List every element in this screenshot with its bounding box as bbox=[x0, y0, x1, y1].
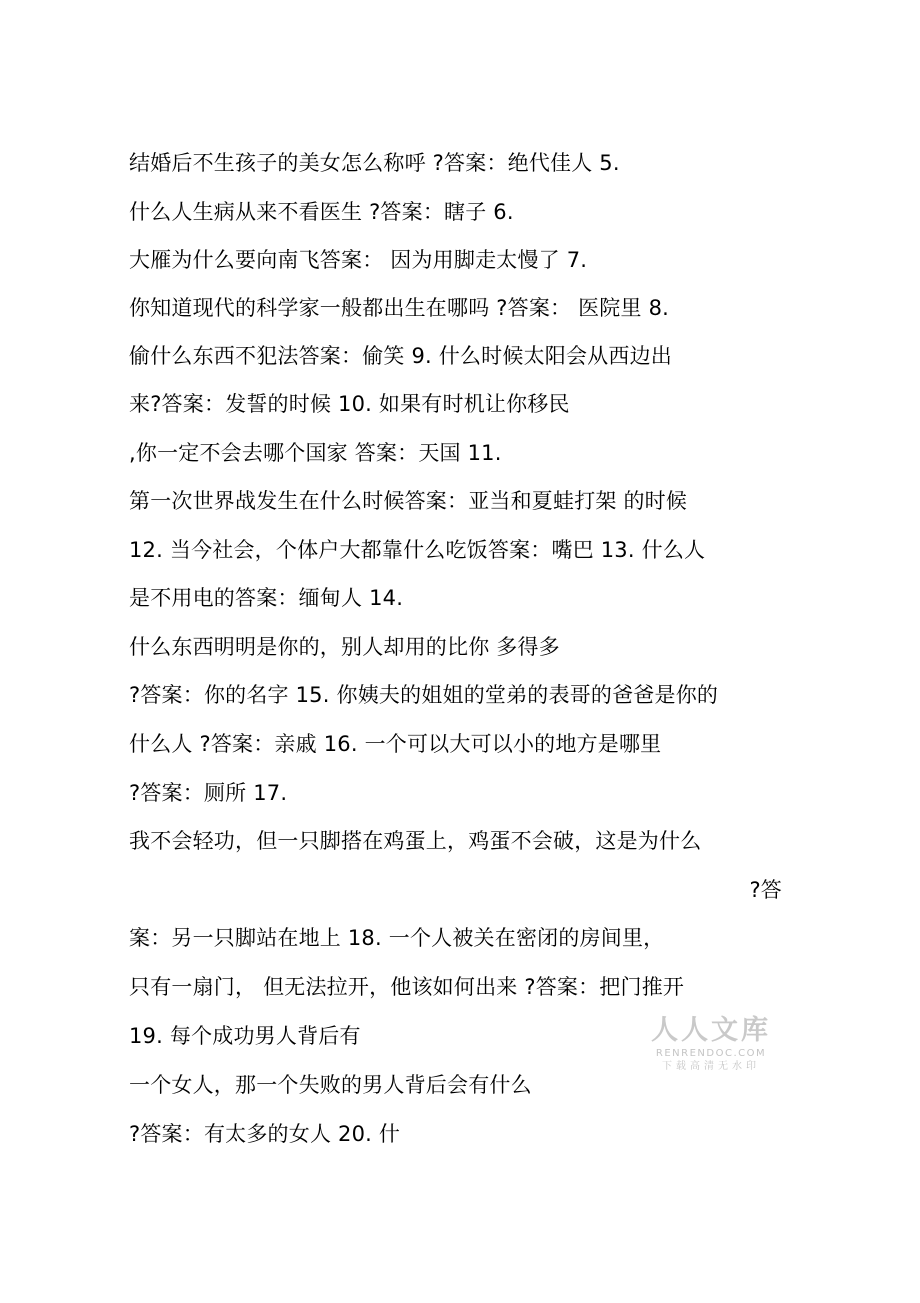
text-line: 第一次世界战发生在什么时候答案：亚当和夏蛙打架 的时候 bbox=[129, 489, 688, 513]
text-line: 什么人生病从来不看医生 ?答案：瞎子 6. bbox=[129, 200, 514, 224]
text-line: 结婚后不生孩子的美女怎么称呼 ?答案：绝代佳人 5. bbox=[129, 151, 620, 175]
text-line: ?答 bbox=[749, 878, 782, 902]
text-line: 12. 当今社会，个体户大都靠什么吃饭答案：嘴巴 13. 什么人 bbox=[129, 538, 706, 562]
text-line: 偷什么东西不犯法答案：偷笑 9. 什么时候太阳会从西边出 bbox=[129, 344, 672, 368]
watermark-title: 人人文库 bbox=[651, 1015, 771, 1046]
text-line: 你知道现代的科学家一般都出生在哪吗 ?答案： 医院里 8. bbox=[129, 296, 670, 320]
text-line: ?答案：有太多的女人 20. 什 bbox=[129, 1122, 401, 1146]
text-line: 案：另一只脚站在地上 18. 一个人被关在密闭的房间里， bbox=[129, 926, 665, 950]
text-line: 来?答案：发誓的时候 10. 如果有时机让你移民 bbox=[129, 392, 570, 416]
watermark-tagline: 下载高清无水印 bbox=[662, 1061, 760, 1072]
text-line: 什么人 ?答案：亲戚 16. 一个可以大可以小的地方是哪里 bbox=[129, 732, 662, 756]
text-line: 什么东西明明是你的，别人却用的比你 多得多 bbox=[129, 635, 560, 659]
text-line: 一个女人，那一个失败的男人背后会有什么 bbox=[129, 1073, 532, 1097]
text-line: ,你一定不会去哪个国家 答案：天国 11. bbox=[129, 441, 502, 465]
watermark-logo bbox=[646, 1015, 776, 1081]
text-line: ?答案：你的名字 15. 你姨夫的姐姐的堂弟的表哥的爸爸是你的 bbox=[129, 683, 719, 707]
watermark-domain: RENRENDOC.COM bbox=[655, 1048, 767, 1059]
text-line: 19. 每个成功男人背后有 bbox=[129, 1024, 361, 1048]
text-line: 大雁为什么要向南飞答案： 因为用脚走太慢了 7. bbox=[129, 248, 588, 272]
text-line: 只有一扇门， 但无法拉开，他该如何出来 ?答案：把门推开 bbox=[129, 975, 685, 999]
text-line: 我不会轻功，但一只脚搭在鸡蛋上，鸡蛋不会破，这是为什么 bbox=[129, 829, 702, 853]
text-line: ?答案：厕所 17. bbox=[129, 781, 288, 805]
text-line: 是不用电的答案：缅甸人 14. bbox=[129, 586, 404, 610]
